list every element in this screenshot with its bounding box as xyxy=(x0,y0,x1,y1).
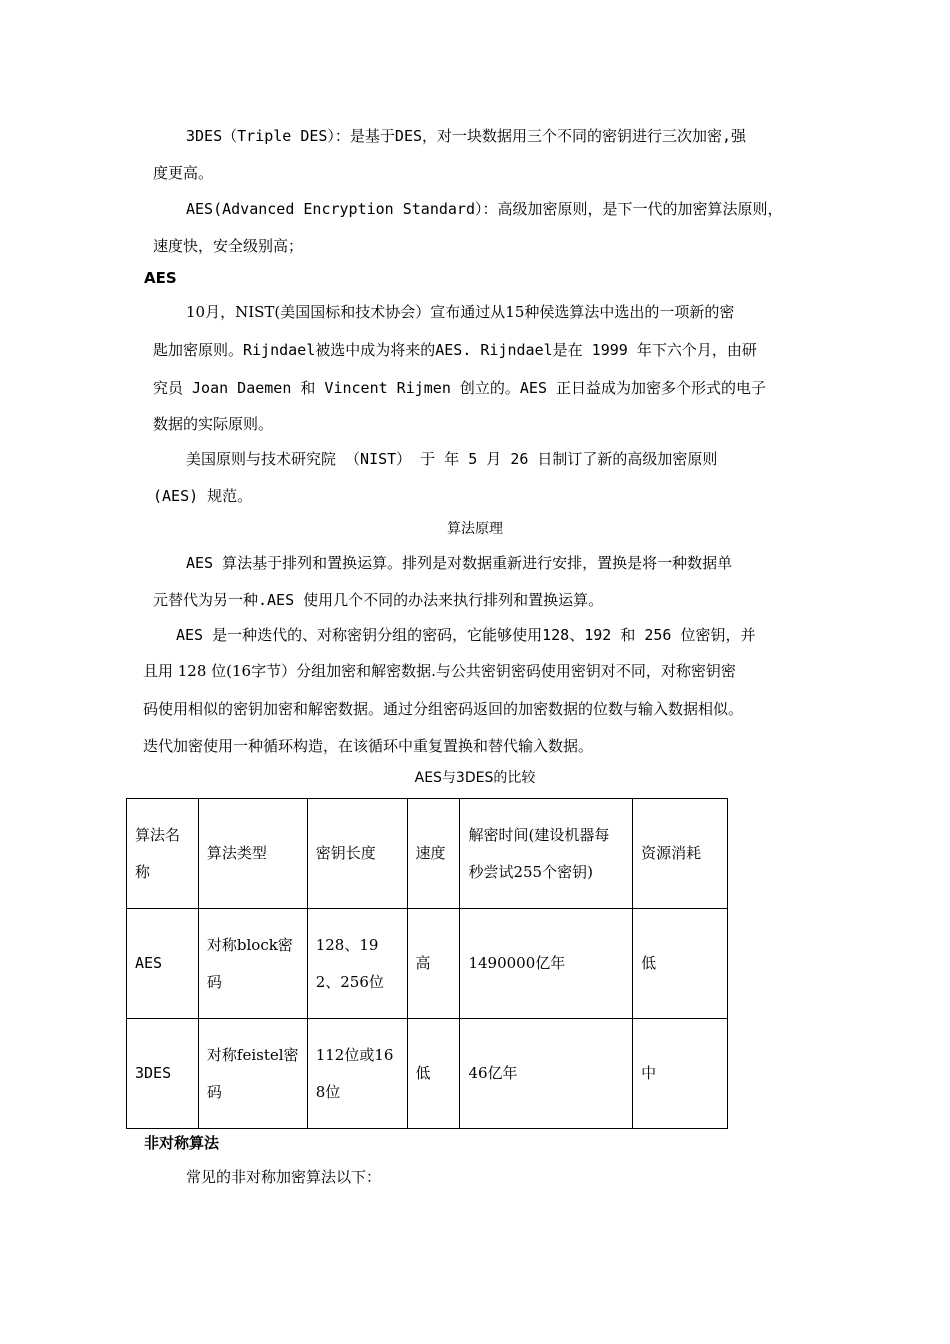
algorithm-principle-title: 算法原理 xyxy=(447,521,503,537)
paragraph-3des-line2: 度更高。 xyxy=(153,164,214,182)
paragraph-iterative-line3: 码使用相似的密钥加密和解密数据。通过分组密码返回的加密数据的位数与输入数据相似。 xyxy=(143,700,744,718)
table-header-cell: 密钥长度 xyxy=(307,799,407,909)
table-cell: 中 xyxy=(633,1019,728,1129)
table-cell: 高 xyxy=(407,909,460,1019)
table-cell: 对称feistel密码 xyxy=(198,1019,307,1129)
table-header-cell: 算法类型 xyxy=(198,799,307,909)
table-row xyxy=(127,1019,728,1129)
table-cell: 46亿年 xyxy=(460,1019,633,1129)
paragraph-standard-line2: (AES) 规范。 xyxy=(153,487,253,505)
table-cell: 对称block密码 xyxy=(198,909,307,1019)
paragraph-standard-line1: 美国原则与技术研究院 （NIST） 于 年 5 月 26 日制订了新的高级加密原则 xyxy=(186,450,718,468)
paragraph-principle-line1: AES 算法基于排列和置换运算。排列是对数据重新进行安排，置换是将一种数据单 xyxy=(186,554,733,572)
paragraph-aes-intro-line2: 速度快，安全级别高； xyxy=(153,237,304,255)
table-header-cell: 算法名称 xyxy=(127,799,199,909)
paragraph-aes-intro-line1: AES(Advanced Encryption Standard）：高级加密原则，是下一代的加密算法原则， xyxy=(186,200,783,218)
table-row xyxy=(127,909,728,1019)
asymmetric-section-heading: 非对称算法 xyxy=(144,1134,220,1152)
paragraph-3des-line1: 3DES（Triple DES）：是基于DES，对一块数据用三个不同的密钥进行三次加密,强 xyxy=(186,127,747,145)
table-cell: 低 xyxy=(407,1019,460,1129)
paragraph-iterative-line1: AES 是一种迭代的、对称密钥分组的密码，它能够使用128、192 和 256 位密钥，并 xyxy=(176,626,756,644)
paragraph-iterative-line2: 且用 128 位(16字节）分组加密和解密数据.与公共密钥密码使用密钥对不同，对称密钥密 xyxy=(143,662,736,680)
paragraph-nist-line3: 究员 Joan Daemen 和 Vincent Rijmen 创立的。AES 正日益成为加密多个形式的电子 xyxy=(153,379,767,397)
table-cell: 低 xyxy=(633,909,728,1019)
paragraph-iterative-line4: 迭代加密使用一种循环构造，在该循环中重复置换和替代输入数据。 xyxy=(143,737,594,755)
table-header-cell: 速度 xyxy=(407,799,460,909)
table-cell: 128、192、256位 xyxy=(307,909,407,1019)
comparison-table-caption: AES与3DES的比较 xyxy=(414,770,536,786)
table-header-row xyxy=(127,799,728,909)
table-header-cell: 资源消耗 xyxy=(633,799,728,909)
table-cell: 3DES xyxy=(127,1019,199,1129)
paragraph-nist-line1: 10月，NIST(美国国标和技术协会）宣布通过从15种侯选算法中选出的一项新的密 xyxy=(186,303,735,321)
paragraph-principle-line2: 元替代为另一种.AES 使用几个不同的办法来执行排列和置换运算。 xyxy=(153,591,604,609)
table-header-cell: 解密时间(建设机器每秒尝试255个密钥) xyxy=(460,799,633,909)
aes-3des-comparison-table xyxy=(126,798,728,1129)
table-cell: 112位或168位 xyxy=(307,1019,407,1129)
table-cell: AES xyxy=(127,909,199,1019)
paragraph-nist-line4: 数据的实际原则。 xyxy=(153,415,274,433)
aes-section-heading: AES xyxy=(144,269,177,287)
paragraph-asymmetric-intro: 常见的非对称加密算法以下： xyxy=(186,1168,382,1186)
paragraph-nist-line2: 匙加密原则。Rijndael被选中成为将来的AES. Rijndael是在 1999 年下六个月，由研 xyxy=(153,341,757,359)
table-cell: 1490000亿年 xyxy=(460,909,633,1019)
